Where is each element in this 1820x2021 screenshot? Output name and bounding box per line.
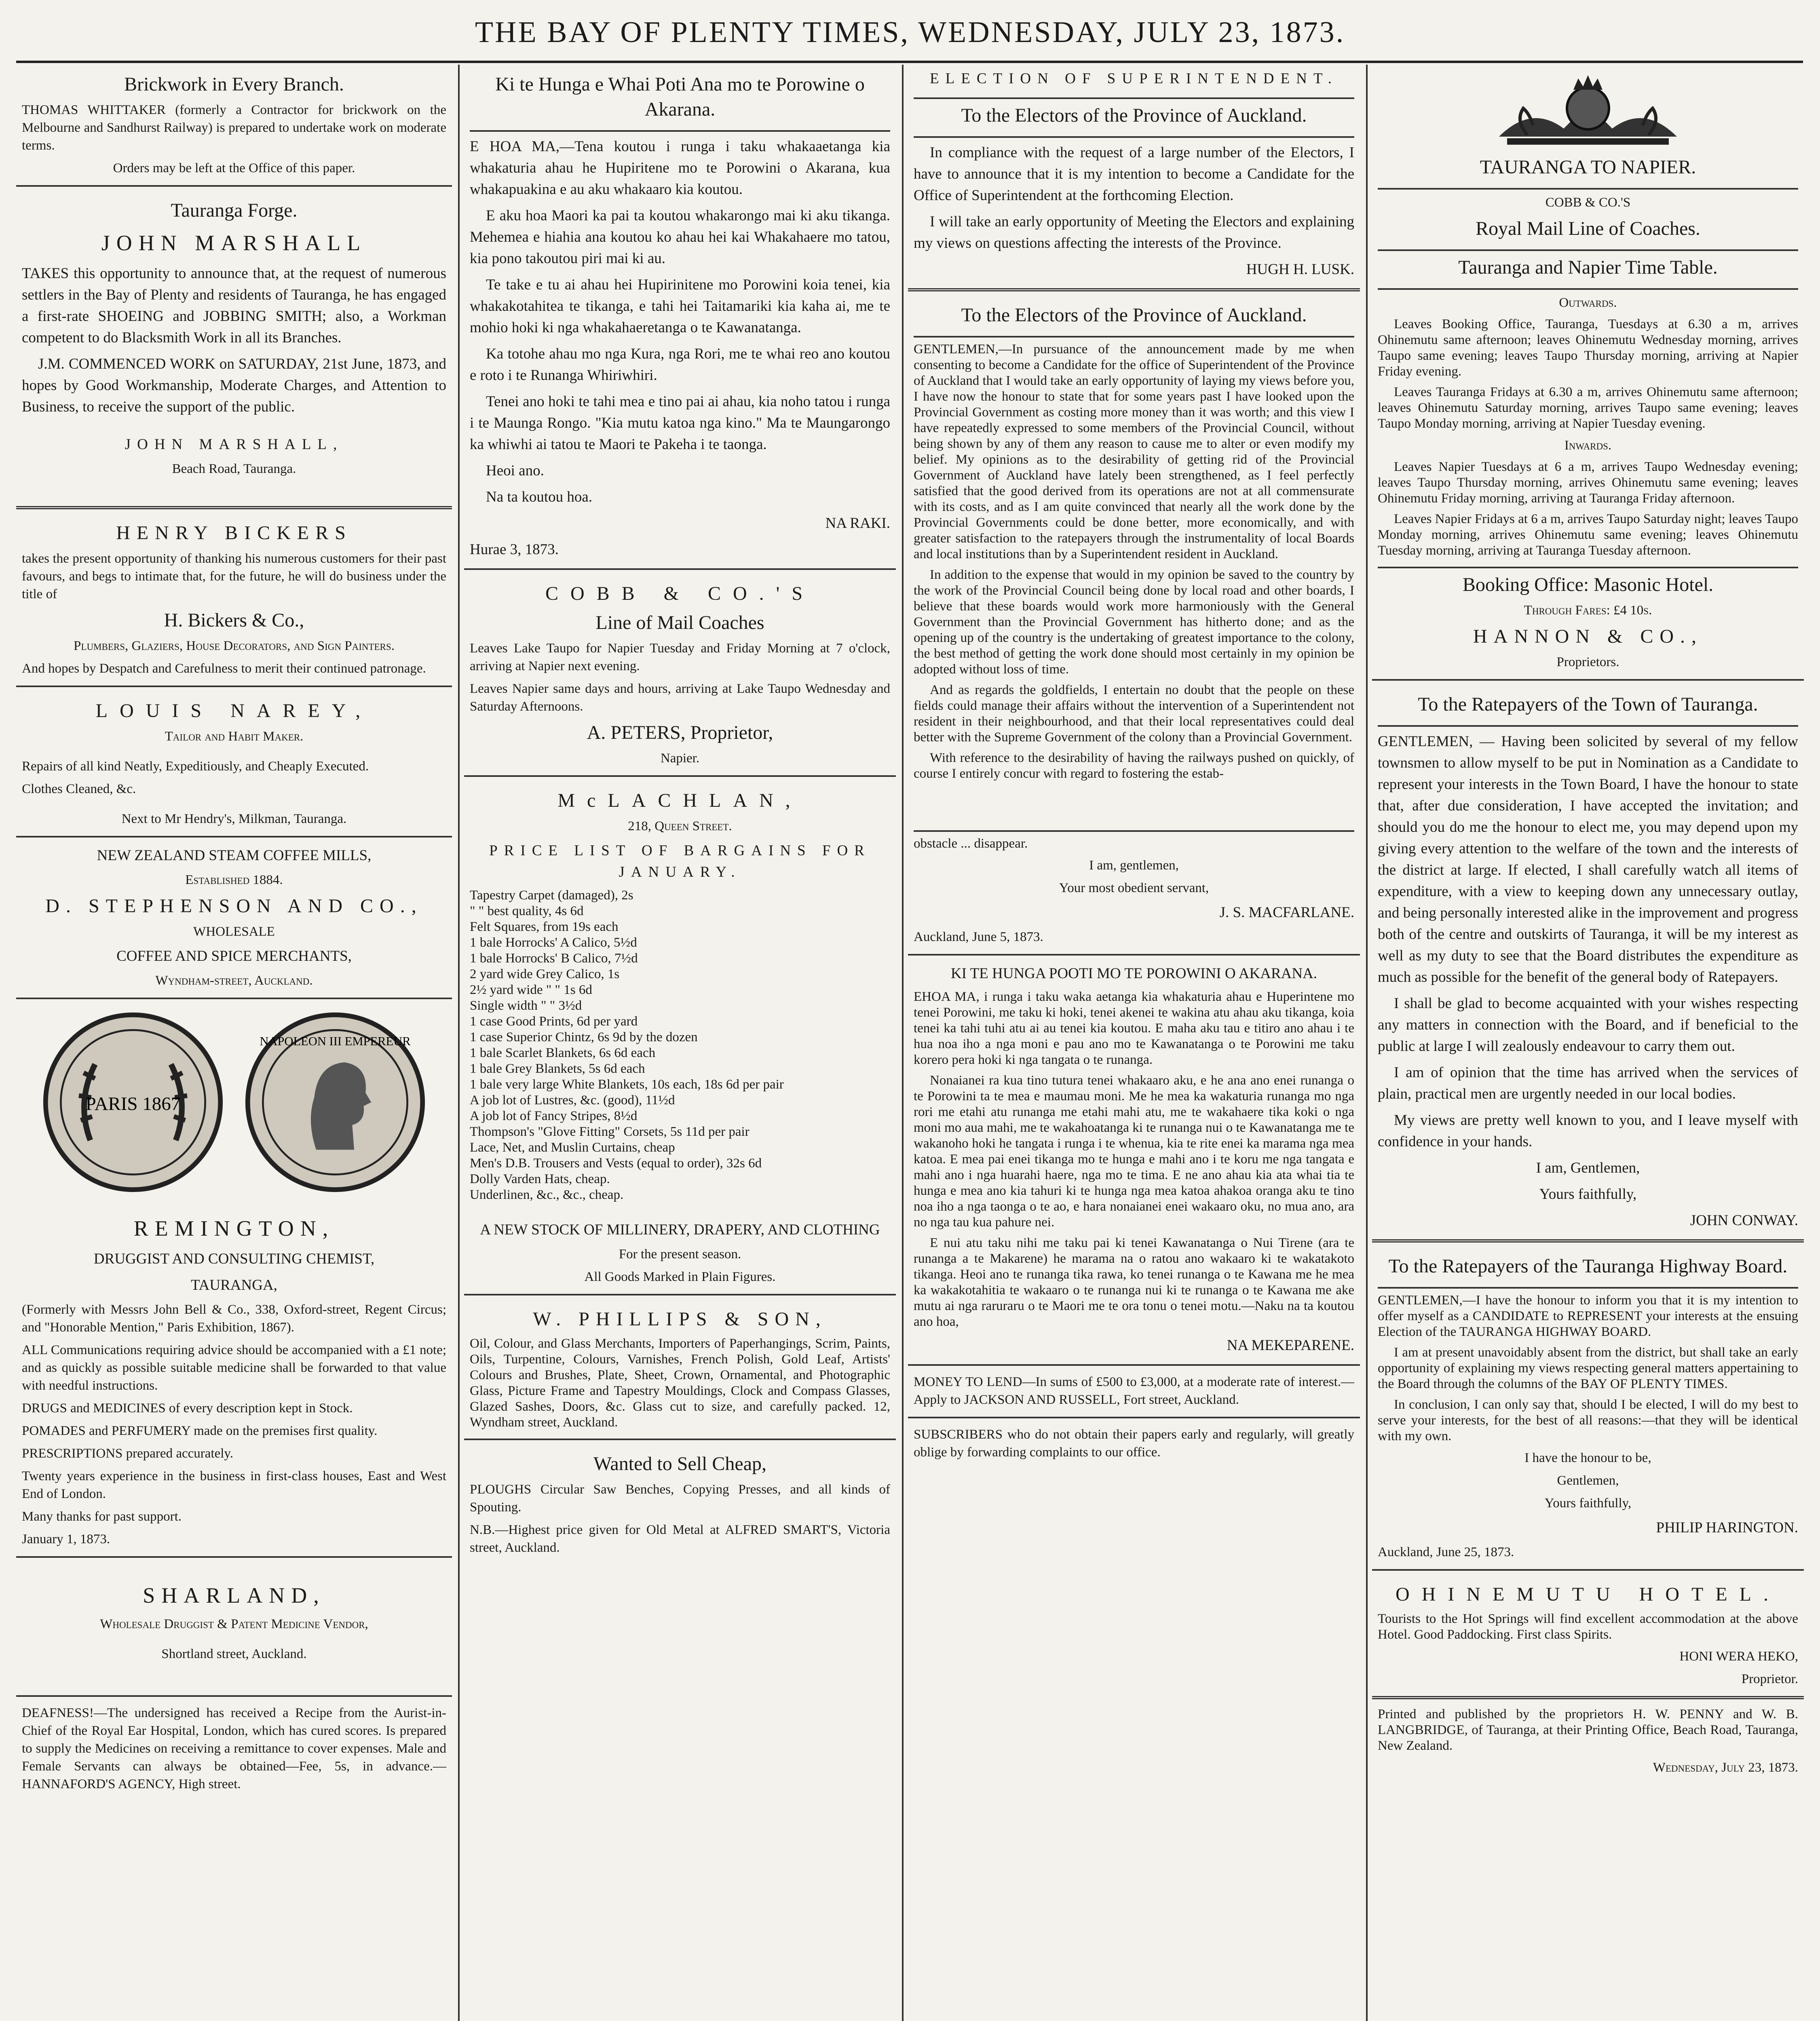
divider <box>1372 1239 1804 1243</box>
emperor-medal-icon <box>240 1007 430 1197</box>
ad-name: REMINGTON, <box>133 1216 335 1240</box>
ad-body: Tourists to the Hot Springs will find excellent accommodation at the above Hotel. Good Paddocking. First class Spirits. <box>1378 1612 1798 1642</box>
ad-marked: All Goods Marked in Plain Figures. <box>584 1270 776 1284</box>
list-item: " " best quality, 4s 6d <box>470 904 584 918</box>
ad-location: Next to Mr Hendry's, Milkman, Tauranga. <box>121 812 347 826</box>
ad-cobb: COBB & CO.'S <box>1545 195 1631 210</box>
ad-head: COBB & CO.'S <box>545 583 815 604</box>
ad-body: Leaves Napier same days and hours, arriving at Lake Taupo Wednesday and Saturday Afternoons. <box>470 681 890 714</box>
ad-signature: HONI WERA HEKO, <box>1679 1649 1798 1664</box>
ad-body: E aku hoa Maori ka pai ta koutou whakarongo mai ki aku tikanga. Mehemea e hiahia ana koutou ko ahau hei kai Whakahaere mo tatou, kia pono takoutou piri mai ki au. <box>470 207 890 267</box>
list-item: Single width " " 3½d <box>470 998 582 1013</box>
divider <box>464 1439 896 1440</box>
list-item: Tapestry Carpet (damaged), 2s <box>470 888 633 903</box>
ad-role: Proprietor. <box>1741 1672 1798 1686</box>
ad-body: With reference to the desirability of having the railways pushed on quickly, of course I entirely concur with regard to fostering the estab- <box>914 751 1354 781</box>
divider <box>1372 1569 1804 1571</box>
column-1 <box>16 65 452 2021</box>
ad-trades: Plumbers, Glaziers, House Decorators, and Sign Painters. <box>74 639 395 653</box>
ad-whole: WHOLESALE <box>193 924 275 939</box>
ad-body: Ka totohe ahau mo nga Kura, nga Rori, me te whai reo ano koutou e roto i te Runanga Whiriwhiri. <box>470 346 890 384</box>
ad-closing: Your most obedient servant, <box>1059 881 1209 895</box>
ad-closing: I am, gentlemen, <box>1089 858 1179 873</box>
ad-date: Auckland, June 5, 1873. <box>914 930 1043 944</box>
divider <box>908 954 1360 956</box>
ad-body: Clothes Cleaned, &c. <box>22 782 136 796</box>
divider <box>1378 188 1798 190</box>
royal-crest-icon <box>1378 72 1798 151</box>
ad-closing: Gentlemen, <box>1557 1473 1619 1488</box>
divider <box>914 136 1354 138</box>
imprint <box>1372 1703 1804 1776</box>
ad-head: OHINEMUTU HOTEL. <box>1396 1584 1780 1605</box>
ad-body: In conclusion, I can only say that, should I be elected, I will do my best to serve your interests, for the best of all reasons:—that they will be identical with my own. <box>1378 1397 1798 1443</box>
ad-body: Tenei ano hoki te tahi mea e tino pai ai ahau, kia noho tatou i runga i te Maunga Rongo. "Kia mutu katoa nga kino." Ma te Maungarongo ka whiwhi ai tatou te Maori te Pakeha i te taonga. <box>470 393 890 453</box>
ad-wanted <box>464 1444 896 1557</box>
list-item: A job lot of Fancy Stripes, 8½d <box>470 1109 638 1123</box>
ad-title: To the Electors of the Province of Auckland. <box>961 304 1307 326</box>
ad-body: THOMAS WHITTAKER (formerly a Contractor for brickwork on the Melbourne and Sandhurst Railway) is prepared to undertake work on moderate terms. <box>22 103 446 153</box>
ad-body: Te take e tu ai ahau hei Hupirinitene mo Porowini koia tenei, kia whakakotahitea te tikanga, e tahi hei Taitamariki kia kaha ai, me te mohio hoki ki nga whakahaeretanga o te Kawanatanga. <box>470 276 890 336</box>
ad-body: takes the present opportunity of thanking his numerous customers for their past favours, and begs to intimate that, for the future, he will do business under the title of <box>22 551 446 601</box>
ad-trade: COFFEE AND SPICE MERCHANTS, <box>116 948 352 964</box>
ad-firm: HANNON & CO., <box>1473 626 1703 647</box>
ad-body: J.M. COMMENCED WORK on SATURDAY, 21st June, 1873, and hopes by Good Workmanship, Moderate Charges, and Attention to Business, to receive the support of the public. <box>22 356 446 415</box>
ad-harington <box>1372 1247 1804 1561</box>
list-item: 1 case Superior Chintz, 6s 9d by the dozen <box>470 1030 698 1044</box>
ad-body: MONEY TO LEND—In sums of £500 to £3,000, at a moderate rate of interest.—Apply to JACKSON AND RUSSELL, Fort street, Auckland. <box>914 1375 1354 1407</box>
imprint-body: Printed and published by the proprietors H. W. PENNY and W. B. LANGBRIDGE, of Tauranga, at their Printing Office, Beach Road, Tauranga, New Zealand. <box>1378 1707 1798 1753</box>
ad-body: EHOA MA, i runga i taku waka aetanga kia whakaturia ahau e Huperintene mo tenei Porowini, me taku ki hoki, tenei akenei te wakina atu ahau aku tikanga, koia tenei ka tahi tuhi atu ai au tenei kia koutou. E maha aku tau e titiro ano ahau i te hua noa iho a nga moni e pau ano mo te Kawanatanga o te Porowini me taku korero pera hoki ki nga tangata o te runanga. <box>914 989 1354 1067</box>
ad-title: Tauranga Forge. <box>171 200 298 221</box>
list-item: 1 case Good Prints, 6d per yard <box>470 1014 638 1029</box>
divider <box>16 185 452 187</box>
ad-former: (Formerly with Messrs John Bell & Co., 338, Oxford-street, Regent Circus; and "Honorable Mention," Paris Exhibition, 1867). <box>22 1302 446 1335</box>
ad-sub: Tailor and Habit Maker. <box>165 729 304 744</box>
ad-lusk <box>908 65 1360 280</box>
ad-tauranga-forge <box>16 191 452 478</box>
ad-body: And as regards the goldfields, I entertain no doubt that the people on these fields could manage their affairs without the intervention of a Superintendent not resident in their neighbourhood, and that their local representatives could deal better with the Supreme Government of the colony than a Provincial Government. <box>914 683 1354 745</box>
ad-ohinemutu-hotel <box>1372 1575 1804 1688</box>
ad-body: Nonaianei ra kua tino tutura tenei whakaaro aku, e he ana ano enei runanga o te Porowini ta te mea e maumau moni. Me he mea ka wakaturia runanga mo nga rori me etahi atu runanga me etahi mahi atu, me te wakahaere tika koki o nga moni mo aua mahi, me te wakahoatanga ki te runanga nui o te Kawanatanga me te wakanoho hoki he tangata i runga i te whenua, kia te rite enei ka marama nga mea katoa. E mea pai enei tikanga mo te hunga e mahi ano i te koru me nga tangata e mahi ano i nga huarahi haere, nga mo te tima. E ne ano ahau kia ata whai tia te hunga e mea ano kia tahuri ki te hunga nga mea katoa ahakoa oranga aku te tino noa iho a nga taonga o te ao, e hara nonaianei enei wakaaro oku, no mua ano, ara no nga tau kua pahure nei. <box>914 1073 1354 1230</box>
divider <box>16 836 452 838</box>
ad-body: Many thanks for past support. <box>22 1509 182 1524</box>
ad-body: TAKES this opportunity to announce that, at the request of numerous settlers in the Bay of Plenty and residents of Tauranga, he has engaged a first-rate SHOEING and JOBBING SMITH; also, a Workman competent to do Blacksmith Work in all its Branches. <box>22 265 446 346</box>
ad-fares: Through Fares: £4 10s. <box>1524 603 1652 618</box>
ad-body: I am of opinion that the time has arrived when the services of plain, practical men are urgently needed in our local bodies. <box>1378 1064 1798 1102</box>
ad-closing: I have the honour to be, <box>1524 1451 1651 1465</box>
ad-date: Hurae 3, 1873. <box>470 541 559 558</box>
list-item: A job lot of Lustres, &c. (good), 11½d <box>470 1093 675 1108</box>
list-item: 1 bale Scarlet Blankets, 6s 6d each <box>470 1046 656 1060</box>
ad-body: And hopes by Despatch and Carefulness to merit their continued patronage. <box>22 661 426 676</box>
ad-signature: J. S. MACFARLANE. <box>1219 904 1354 921</box>
divider <box>1378 249 1798 251</box>
divider <box>908 288 1360 291</box>
ad-cobb-taupo <box>464 574 896 767</box>
ad-signature: JOHN CONWAY. <box>1690 1212 1798 1229</box>
ad-head: W. PHILLIPS & SON, <box>533 1308 827 1330</box>
divider <box>908 1364 1360 1366</box>
ad-body: N.B.—Highest price given for Old Metal at ALFRED SMART'S, Victoria street, Auckland. <box>470 1523 890 1555</box>
ad-props: Proprietors. <box>1556 655 1619 669</box>
divider <box>1378 1287 1798 1289</box>
ad-body: Na ta koutou hoa. <box>486 489 593 505</box>
ad-body: Twenty years experience in the business in first-class houses, East and West End of London. <box>22 1469 446 1501</box>
ad-body: DEAFNESS!—The undersigned has received a Recipe from the Aurist-in-Chief of the Royal Ear Hospital, London, which has cured scores. Is prepared to supply the Medicines on receiving a remittance to cover expenses. Male and Female Servants can always be obtained—Fee, 5s, in advance.—HANNAFORD'S AGENCY, High street. <box>22 1706 446 1791</box>
ad-subscribers <box>908 1422 1360 1461</box>
ad-body: I shall be glad to become acquainted with your wishes respecting any matters in connection with the Board, and if beneficial to the public at large I will zealously endeavour to carry them out. <box>1378 995 1798 1055</box>
ad-closing: Yours faithfully, <box>1539 1186 1637 1202</box>
divider <box>470 130 890 132</box>
divider <box>1372 679 1804 681</box>
ad-name: SHARLAND, <box>143 1583 325 1608</box>
column-rule-1 <box>458 65 460 2021</box>
ad-remington <box>16 1205 452 1548</box>
ad-table: Tauranga and Napier Time Table. <box>1458 257 1718 278</box>
ad-trade: DRUGGIST AND CONSULTING CHEMIST, <box>93 1251 375 1267</box>
ad-signature: NA MEKEPARENE. <box>1227 1337 1354 1354</box>
ad-head: ELECTION OF SUPERINTENDENT. <box>930 70 1338 87</box>
list-item: Lace, Net, and Muslin Curtains, cheap <box>470 1140 675 1155</box>
divider <box>16 1695 452 1697</box>
ad-booking: Booking Office: Masonic Hotel. <box>1462 574 1714 595</box>
divider <box>16 506 452 509</box>
ad-title: Line of Mail Coaches <box>595 612 764 633</box>
ad-title: To the Electors of the Province of Auckland. <box>961 105 1307 126</box>
divider <box>914 830 1354 832</box>
divider <box>16 1556 452 1558</box>
ad-body: I will take an early opportunity of Meeting the Electors and explaining my views on questions affecting the interests of the Province. <box>914 213 1354 251</box>
ad-body: Oil, Colour, and Glass Merchants, Importers of Paperhangings, Scrim, Paints, Oils, Turpentine, Colours, Varnishes, French Polish, Gold Leaf, Artists' Colours and Brushes, Plate, Sheet, Crown, Ornamental, and Photographic Glass, Picture Frame and Tapestry Mouldings, Clock and Compass Glasses, Glazed Sashes, Doors, &c. Glass cut to size, and carefully packed. 12, Wyndham street, Auckland. <box>470 1336 890 1430</box>
divider <box>1378 288 1798 290</box>
ad-stock: A NEW STOCK OF MILLINERY, DRAPERY, AND CLOTHING <box>480 1221 880 1238</box>
medal-pair <box>16 1007 452 1197</box>
ad-body: PRESCRIPTIONS prepared accurately. <box>22 1446 233 1461</box>
ad-body: Leaves Lake Taupo for Napier Tuesday and Friday Morning at 7 o'clock, arriving at Napier next evening. <box>470 641 890 673</box>
ad-body: DRUGS and MEDICINES of every description kept in Stock. <box>22 1401 353 1416</box>
ad-title: Ki te Hunga e Whai Poti Ana mo te Porowine o Akarana. <box>495 74 865 120</box>
ad-signature: PHILIP HARINGTON. <box>1656 1519 1798 1536</box>
column-rule-3 <box>1366 65 1368 2021</box>
ad-body: Leaves Napier Fridays at 6 a m, arrives Taupo Saturday night; leaves Taupo Monday morning, arrives Ohinemutu same evening; leaves Ohinemutu Tuesday morning, arriving at Tauranga Tuesday afternoon. <box>1378 512 1798 558</box>
divider <box>16 686 452 687</box>
column-4 <box>1372 65 1804 2021</box>
ad-title: KI TE HUNGA POOTI MO TE POROWINI O AKARANA. <box>950 965 1317 982</box>
ad-body: I am at present unavoidably absent from the district, but shall take an early opportunity of explaining my views respecting general matters appertaining to the Board through the columns of the BAY OF PLENTY TIMES. <box>1378 1345 1798 1391</box>
divider <box>1378 567 1798 568</box>
ad-money-to-lend <box>908 1370 1360 1409</box>
list-item: Underlinen, &c., &c., cheap. <box>470 1188 624 1202</box>
ad-est: Established 1884. <box>185 873 283 887</box>
ad-signature: HUGH H. LUSK. <box>1246 261 1354 278</box>
ad-note: Orders may be left at the Office of this paper. <box>113 161 355 175</box>
column-3 <box>908 65 1360 2021</box>
divider <box>16 998 452 999</box>
ad-firm: H. Bickers & Co., <box>164 610 304 631</box>
ad-proprietor: A. PETERS, Proprietor, <box>587 722 773 743</box>
column-rule-2 <box>902 65 904 2021</box>
ad-body: GENTLEMEN,—I have the honour to inform you that it is my intention to offer myself as a CANDIDATE to REPRESENT your interests at the ensuing Election of the TAURANGA HIGHWAY BOARD. <box>1378 1293 1798 1339</box>
column-2 <box>464 65 896 2021</box>
divider <box>464 775 896 777</box>
divider <box>914 336 1354 338</box>
ad-closing: Yours faithfully, <box>1544 1496 1632 1510</box>
list-item: 1 bale very large White Blankets, 10s each, 18s 6d per pair <box>470 1077 784 1092</box>
ad-body: ALL Communications requiring advice should be accompanied with a £1 note; and as quickly as possible suitable medicine shall be forwarded to that value with needful instructions. <box>22 1343 446 1393</box>
ad-body: Heoi ano. <box>486 462 544 479</box>
ad-town: TAURANGA, <box>191 1277 277 1293</box>
ad-coffee-mills <box>16 842 452 989</box>
ad-body: In addition to the expense that would in my opinion be saved to the country by the work of the Provincial Council being done by local road and other boards, I believe that these boards would work more harmoniously with the General Government than the Provincial Government has hitherto done; and as the opening up of the country is the undertaking of greatest importance to the colony, the best method of getting the work done should most certainly in my opinion be adopted without loss of time. <box>914 567 1354 677</box>
divider <box>914 97 1354 99</box>
ad-body: GENTLEMEN, — Having been solicited by several of my fellow townsmen to allow myself to be put in Nomination as a Candidate to represent your interests in the Town Board, I have the honour to state that, after due consideration, I have accepted the invitation; and should you do me the honour to elect me, you may depend upon my giving every attention to the welfare of the town and the interests of the district at large. If elected, I shall carefully watch all items of expenditure, with a view to keeping down any unnecessary outlay, and being personally interested alike in the improvement and progress both of the centre and outskirts of Tauranga, it will be my interest as well as my duty to see that the Board distributes the expenditure as much as possible for the benefit of the general body of Ratepayers. <box>1378 733 1798 985</box>
ad-inwards: Inwards. <box>1564 438 1612 453</box>
masthead: THE BAY OF PLENTY TIMES, WEDNESDAY, JULY 23, 1873. <box>475 16 1345 49</box>
ad-body: PLOUGHS Circular Saw Benches, Copying Presses, and all kinds of Spouting. <box>470 1482 890 1515</box>
price-list <box>470 888 890 1203</box>
ad-tauranga-napier-coaches <box>1372 65 1804 671</box>
ad-title: Wanted to Sell Cheap, <box>593 1453 767 1475</box>
laurel-medal-icon <box>38 1007 228 1197</box>
ad-mclachlan <box>464 781 896 1286</box>
ad-conway <box>1372 685 1804 1231</box>
ad-maori-letter-mekeparene <box>908 960 1360 1356</box>
ad-date: January 1, 1873. <box>22 1532 110 1546</box>
ad-body: E nui atu taku nihi me taku pai ki tenei Kawanatanga o Nui Tirene (ara te runanga a te Makarene) he marama na o ratou ano wakaaro ki te wakatakoto tikanga. Heoi ano te runanga tika rawa, ko tenei runanga o te Kawana me he mea ka wakakotahitia te wakaaro o te runanga nui ki te runanga o te Kawana me ake mutu ai nga raruraru o te Maori me te ora tonu o tenei motu.—Naku na ta koutou ano hoa, <box>914 1236 1354 1329</box>
list-item: Thompson's "Glove Fitting" Corsets, 5s 11d per pair <box>470 1124 750 1139</box>
ad-address: 218, Queen Street. <box>628 819 732 833</box>
ad-signature: JOHN MARSHALL, <box>125 436 344 453</box>
svg-text:NAPOLEON III EMPEREUR: NAPOLEON III EMPEREUR <box>260 1034 411 1048</box>
ad-body: SUBSCRIBERS who do not obtain their papers early and regularly, will greatly oblige by forwarding complaints to our office. <box>914 1427 1354 1460</box>
ad-maori-letter-raki <box>464 65 896 560</box>
list-item: 2 yard wide Grey Calico, 1s <box>470 967 620 981</box>
ad-brickwork <box>16 65 452 177</box>
ad-head: LOUIS NAREY, <box>95 700 373 721</box>
list-item: 1 bale Grey Blankets, 5s 6d each <box>470 1061 645 1076</box>
ad-address: Beach Road, Tauranga. <box>172 462 296 476</box>
ad-season: For the present season. <box>619 1247 741 1262</box>
ad-head: D. STEPHENSON AND CO., <box>45 895 423 917</box>
ad-royal: Royal Mail Line of Coaches. <box>1476 218 1700 239</box>
ad-body: GENTLEMEN,—In pursuance of the announcement made by me when consenting to become a Candidate for the office of Superintendent of the Province of Auckland that I would take an early opportunity of laying my views before you, I have now the honour to state that for some years past I have looked upon the Provincial Government as costing more money than it was worth; and this view I have repeatedly expressed to some members of the Provincial Council, without being shown by any of them any reason to cause me to alter or even modify my belief. My opinions as to the desirability of getting rid of the Provincial Government of Auckland have lately been strengthened, as I feel perfectly satisfied that the good derived from its operations are not at all commensurate with its costs, and as I am quite convinced that nearly all the work done by the Provincial Governments could be done better, more economically, and with greater satisfaction to the ratepayers through the instrumentality of local Boards and local institutions than by a Superintendent resident in Auckland. <box>914 342 1354 561</box>
ad-title: To the Ratepayers of the Tauranga Highway Board. <box>1388 1255 1788 1277</box>
ad-title: NEW ZEALAND STEAM COFFEE MILLS, <box>97 847 372 864</box>
ad-body: E HOA MA,—Tena koutou i runga i taku whakaaetanga kia whakaturia ahau he Hupiritene mo te Porowini o Akarana, kua whakapuakina e au aku whakaaro kia koutou. <box>470 138 890 198</box>
ad-title: Brickwork in Every Branch. <box>124 74 344 95</box>
divider <box>464 568 896 570</box>
divider <box>908 1417 1360 1418</box>
ad-head: McLACHLAN, <box>557 790 802 811</box>
list-item: 2½ yard wide " " 1s 6d <box>470 983 592 997</box>
ad-bickers <box>16 513 452 677</box>
ad-address: Wyndham-street, Auckland. <box>155 973 313 988</box>
divider <box>1372 1696 1804 1699</box>
list-item: 1 bale Horrocks' B Calico, 7½d <box>470 951 638 966</box>
ad-list-title: PRICE LIST OF BARGAINS FOR JANUARY. <box>489 842 871 880</box>
ad-phillips <box>464 1300 896 1430</box>
ad-body: Leaves Booking Office, Tauranga, Tuesdays at 6.30 a m, arrives Ohinemutu same afternoon; leaves Ohinemutu Wednesday morning, arrives Taupo same evening; leaves Taupo Thursday morning, arriving at Napier Friday evening. <box>1378 317 1798 379</box>
list-item: 1 bale Horrocks' A Calico, 5½d <box>470 935 637 950</box>
ad-macfarlane <box>908 295 1360 946</box>
ad-body: In compliance with the request of a large number of the Electors, I have to announce that it is my intention to become a Candidate for the Office of Superintendent at the forthcoming Election. <box>914 144 1354 204</box>
list-item: Men's D.B. Trousers and Vests (equal to order), 32s 6d <box>470 1156 762 1171</box>
ad-outwards: Outwards. <box>1559 295 1617 310</box>
ad-town: Napier. <box>660 751 700 766</box>
ad-deafness <box>16 1701 452 1793</box>
imprint-date: Wednesday, July 23, 1873. <box>1653 1760 1798 1775</box>
ad-title: TAURANGA TO NAPIER. <box>1480 156 1696 178</box>
ad-closing: I am, Gentlemen, <box>1536 1160 1640 1176</box>
ad-body: Leaves Napier Tuesdays at 6 a m, arrives Taupo Wednesday evening; leaves Taupo Thursday morning, arrives Ohinemutu same evening; leaves Ohinemutu Friday morning, arriving at Tauranga Friday afternoon. <box>1378 460 1798 506</box>
divider <box>464 1294 896 1295</box>
divider <box>1378 725 1798 727</box>
ad-body: POMADES and PERFUMERY made on the premises first quality. <box>22 1424 378 1438</box>
masthead-rule <box>16 61 1803 63</box>
ad-date: Auckland, June 25, 1873. <box>1378 1545 1514 1559</box>
list-item: Felt Squares, from 19s each <box>470 920 619 934</box>
ad-narey <box>16 691 452 828</box>
ad-sharland <box>16 1562 452 1663</box>
ad-body: obstacle ... disappear. <box>914 836 1028 851</box>
ad-signature: NA RAKI. <box>825 515 890 532</box>
svg-text:PARIS 1867: PARIS 1867 <box>85 1093 181 1114</box>
ad-trade: Wholesale Druggist & Patent Medicine Vendor, <box>100 1617 368 1631</box>
ad-body: Repairs of all kind Neatly, Expeditiously, and Cheaply Executed. <box>22 759 369 774</box>
ad-address: Shortland street, Auckland. <box>161 1647 307 1661</box>
ad-head: HENRY BICKERS <box>116 522 352 544</box>
ad-body: Leaves Tauranga Fridays at 6.30 a m, arrives Ohinemutu same afternoon; leaves Ohinemutu Saturday morning, arrives Taupo same evening; leaves Taupo Monday morning, arriving at Napier Tuesday evening. <box>1378 385 1798 431</box>
ad-body: My views are pretty well known to you, and I leave myself with confidence in your hands. <box>1378 1112 1798 1150</box>
ad-name: JOHN MARSHALL <box>101 231 367 255</box>
list-item: Dolly Varden Hats, cheap. <box>470 1172 610 1186</box>
ad-title: To the Ratepayers of the Town of Tauranga. <box>1418 694 1758 715</box>
